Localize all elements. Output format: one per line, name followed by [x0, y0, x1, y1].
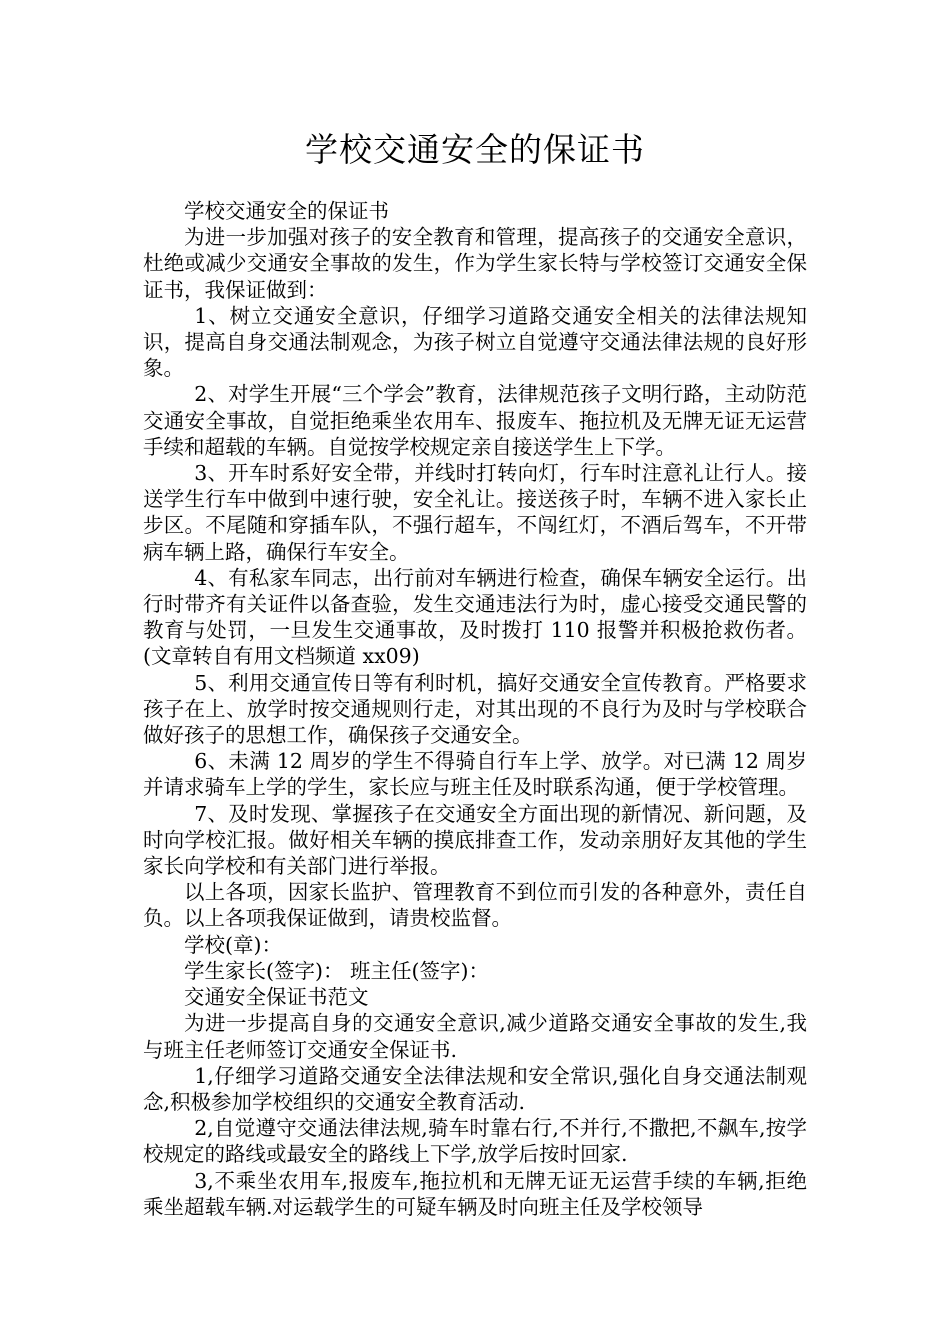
paragraph-sample-item-2: 2,自觉遵守交通法律法规,骑车时靠右行,不并行,不撒把,不飙车,按学校规定的路线或最安全的路线上下学,放学后按时回家. — [143, 1116, 807, 1167]
document-title: 学校交通安全的保证书 — [305, 130, 645, 169]
paragraph-sample-intro: 为进一步提高自身的交通安全意识,减少道路交通安全事故的发生,我与班主任老师签订交通安全保证书. — [143, 1011, 807, 1062]
signature-parent-teacher: 学生家长(签字)： 班主任(签字)： — [184, 958, 490, 983]
paragraph-item-3: 3、开车时系好安全带，并线时打转向灯，行车时注意礼让行人。接送学生行车中做到中速行驶，安全礼让。接送孩子时，车辆不进入家长止步区。不尾随和穿插车队，不强行超车，不闯红灯，不酒后驾车，不开带病车辆上路，确保行车安全。 — [143, 461, 807, 564]
paragraph-subtitle: 学校交通安全的保证书 — [184, 199, 389, 223]
paragraph-item-2: 2、对学生开展“三个学会”教育，法律规范孩子文明行路，主动防范交通安全事故，自觉拒绝乘坐农用车、报废车、拖拉机及无牌无证无运营手续和超载的车辆。自觉按学校规定亲自接送学生上下学。 — [143, 382, 807, 459]
paragraph-item-1: 1、树立交通安全意识，仔细学习道路交通安全相关的法律法规知识，提高自身交通法制观念，为孩子树立自觉遵守交通法律法规的良好形象。 — [143, 303, 807, 381]
paragraph-intro: 为进一步加强对孩子的安全教育和管理，提高孩子的交通安全意识，杜绝或减少交通安全事故的发生，作为学生家长特与学校签订交通安全保证书，我保证做到： — [143, 225, 807, 302]
signature-school: 学校(章)： — [184, 932, 282, 957]
paragraph-item-4: 4、有私家车同志，出行前对车辆进行检查，确保车辆安全运行。出行时带齐有关证件以备查验，发生交通违法行为时，虚心接受交通民警的教育与处罚，一旦发生交通事故，及时拨打 110 报警并积极抢救伤者。 (文章转自有用文档频道 xx09) — [143, 565, 807, 669]
document-body — [143, 198, 807, 1220]
section-heading-sample: 交通安全保证书范文 — [184, 985, 369, 1010]
paragraph-item-7: 7、及时发现、掌握孩子在交通安全方面出现的新情况、新问题，及时向学校汇报。做好相关车辆的摸底排查工作，发动亲朋好友其他的学生家长向学校和有关部门进行举报。 — [143, 801, 807, 879]
paragraph-conclusion: 以上各项，因家长监护、管理教育不到位而引发的各种意外，责任自负。以上各项我保证做到，请贵校监督。 — [143, 880, 807, 931]
paragraph-sample-item-1: 1,仔细学习道路交通安全法律法规和安全常识,强化自身交通法制观念,积极参加学校组织的交通安全教育活动. — [143, 1063, 807, 1114]
paragraph-item-5: 5、利用交通宣传日等有利时机，搞好交通安全宣传教育。严格要求孩子在上、放学时按交通规则行走，对其出现的不良行为及时与学校联合做好孩子的思想工作，确保孩子交通安全。 — [143, 670, 807, 748]
paragraph-sample-item-3: 3,不乘坐农用车,报废车,拖拉机和无牌无证无运营手续的车辆,拒绝乘坐超载车辆.对运载学生的可疑车辆及时向班主任及学校领导 — [143, 1168, 807, 1219]
paragraph-item-6: 6、未满 12 周岁的学生不得骑自行车上学、放学。对已满 12 周岁并请求骑车上学的学生，家长应与班主任及时联系沟通，便于学校管理。 — [143, 749, 807, 800]
